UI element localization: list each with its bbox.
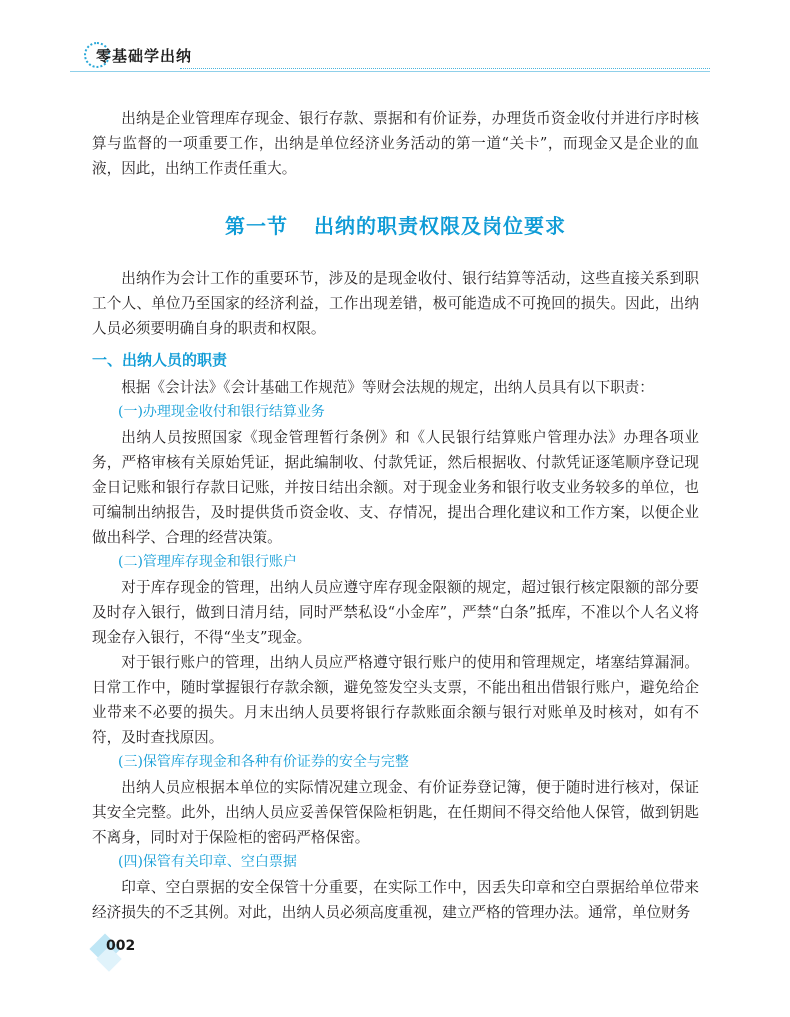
item-3-paragraph-1: 出纳人员应根据本单位的实际情况建立现金、有价证券登记簿，便于随时进行核对，保证其安全完整。此外，出纳人员应妥善保管保险柜钥匙，在任期间不得交给他人保管，做到钥匙不离身，同时对于保险柜的密码严格保密。 (92, 779, 699, 846)
header-badge (70, 38, 192, 72)
page-content (92, 106, 699, 925)
running-header (70, 38, 710, 74)
item-2-paragraph-1: 对于库存现金的管理，出纳人员应遵守库存现金限额的规定，超过银行核定限额的部分要及时存入银行，做到日清月结，同时严禁私设“小金库”，严禁“白条”抵库，不准以个人名义将现金存入银行，不得“坐支”现金。 (92, 579, 699, 646)
item-4-paragraph-1: 印章、空白票据的安全保管十分重要，在实际工作中，因丢失印章和空白票据给单位带来经济损失的不乏其例。对此，出纳人员必须高度重视，建立严格的管理办法。通常，单位财务 (92, 879, 699, 921)
header-rule (70, 71, 710, 72)
subsection-heading: 一、出纳人员的职责 (92, 351, 228, 369)
page-footer (90, 928, 150, 972)
subsection-intro-paragraph: 根据《会计法》《会计基础工作规范》等财会法规的规定，出纳人员具有以下职责： (121, 379, 654, 396)
page-number: 002 (106, 938, 136, 954)
section-title (92, 210, 699, 239)
header-dotted-rule (180, 68, 710, 69)
item-heading-3: (三)保管库存现金和各种有价证券的安全与完整 (118, 754, 409, 770)
item-2-paragraph-2: 对于银行账户的管理，出纳人员应严格遵守银行账户的使用和管理规定，堵塞结算漏洞。日常工作中，随时掌握银行存款余额，避免签发空头支票，不能出租出借银行账户，避免给企业带来不必要的损失。月末出纳人员要将银行存款账面余额与银行对账单及时核对，如有不符，及时查找原因。 (92, 654, 699, 746)
item-heading-2: (二)管理库存现金和银行账户 (118, 554, 297, 570)
section-number: 第一节 (225, 214, 288, 238)
section-name: 出纳的职责权限及岗位要求 (314, 214, 566, 238)
item-heading-1: (一)办理现金收付和银行结算业务 (118, 404, 325, 420)
book-title: 零基础学出纳 (96, 46, 193, 65)
intro-paragraph: 出纳是企业管理库存现金、银行存款、票据和有价证券，办理货币资金收付并进行序时核算与监督的一项重要工作，出纳是单位经济业务活动的第一道“关卡”，而现金又是企业的血液，因此，出纳工作责任重大。 (92, 110, 699, 177)
item-heading-4: (四)保管有关印章、空白票据 (118, 854, 297, 870)
item-1-paragraph-1: 出纳人员按照国家《现金管理暂行条例》和《人民银行结算账户管理办法》办理各项业务，严格审核有关原始凭证，据此编制收、付款凭证，然后根据收、付款凭证逐笔顺序登记现金日记账和银行存款日记账，并按日结出余额。对于现金业务和银行收支业务较多的单位，也可编制出纳报告，及时提供货币资金收、支、存情况，提出合理化建议和工作方案，以便企业做出科学、合理的经营决策。 (92, 429, 699, 546)
section-intro-paragraph: 出纳作为会计工作的重要环节，涉及的是现金收付、银行结算等活动，这些直接关系到职工个人、单位乃至国家的经济利益，工作出现差错，极可能造成不可挽回的损失。因此，出纳人员必须要明确自身的职责和权限。 (92, 270, 699, 337)
